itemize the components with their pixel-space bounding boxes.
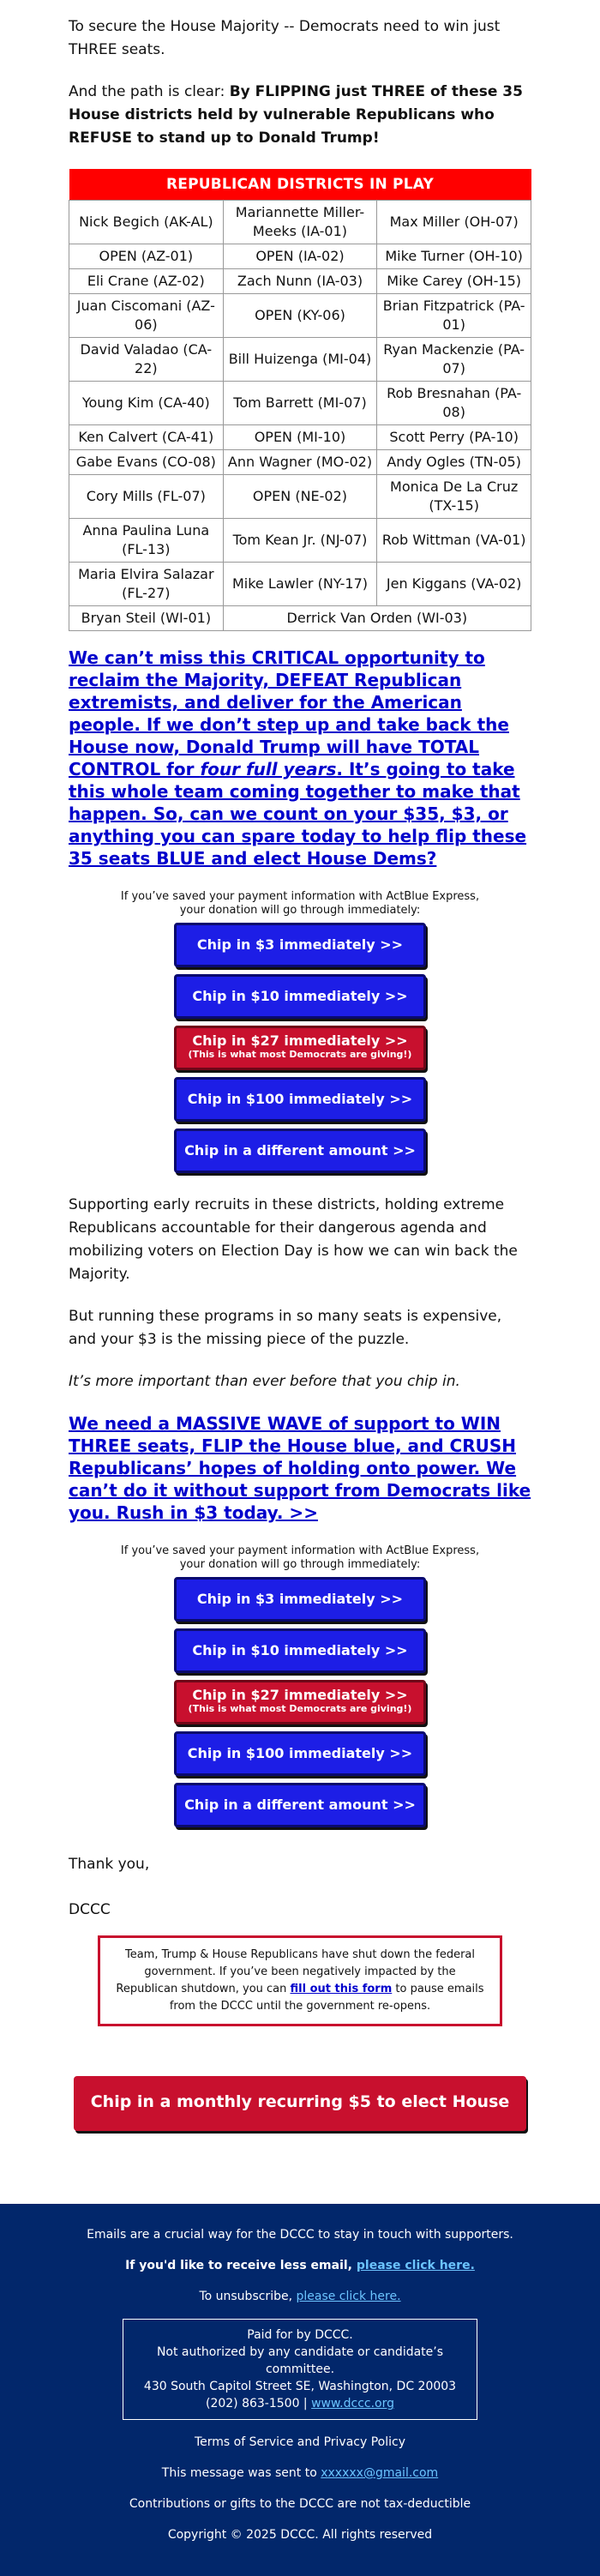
saved-payment-note: [69, 890, 531, 918]
chip-100-button[interactable]: Chip in $100 immediately >>: [174, 1731, 426, 1776]
thanks-text: Thank you,: [69, 1856, 150, 1873]
district-cell: OPEN (AZ-01): [69, 244, 224, 269]
paid-line-3: 430 South Capitol Street SE, Washington, DC 20003: [143, 2380, 457, 2393]
district-cell: OPEN (KY-06): [223, 294, 377, 338]
districts-table: [69, 169, 531, 631]
district-cell: Eli Crane (AZ-02): [69, 269, 224, 294]
district-cell: Juan Ciscomani (AZ-06): [69, 294, 224, 338]
chip-10-button[interactable]: Chip in $10 immediately >>: [174, 1628, 426, 1673]
chip-100-button[interactable]: Chip in $100 immediately >>: [174, 1077, 426, 1122]
chip-10-button[interactable]: Chip in $10 immediately >>: [174, 974, 426, 1019]
district-cell: Mariannette Miller-Meeks (IA-01): [223, 201, 377, 244]
shutdown-notice: [98, 1935, 502, 2026]
unsubscribe-link[interactable]: please click here.: [296, 2290, 401, 2303]
intro-paragraph-1: To secure the House Majority -- Democrats need to win just THREE seats.: [69, 18, 501, 58]
district-cell: Zach Nunn (IA-03): [223, 269, 377, 294]
paid-line-1: Paid for by DCCC.: [247, 2328, 353, 2342]
district-cell: Mike Lawler (NY-17): [223, 563, 377, 606]
district-cell: Tom Barrett (MI-07): [223, 382, 377, 425]
district-cell: OPEN (NE-02): [223, 475, 377, 519]
less-email-link[interactable]: please click here.: [356, 2259, 475, 2272]
phone-number: (202) 863-1500: [205, 2397, 300, 2410]
chip-other-amount-button[interactable]: Chip in a different amount >>: [174, 1129, 426, 1173]
district-cell: Max Miller (OH-07): [377, 201, 531, 244]
district-cell: Monica De La Cruz (TX-15): [377, 475, 531, 519]
email-body: [69, 0, 531, 2163]
notice-text-2: to pause emails from the DCCC until the government re-opens.: [169, 1983, 484, 2013]
table-row: [69, 450, 531, 475]
dccc-website-link[interactable]: www.dccc.org: [311, 2397, 395, 2410]
saved-line-1: If you’ve saved your payment information with ActBlue Express,: [120, 1544, 480, 1557]
table-row: [69, 294, 531, 338]
callout1-part2[interactable]: . It’s going to take this whole team coming together to make that happen. So, can we count on your $35, $3, or anything you can spare today to help flip these 35 seats BLUE and elect House Dems?: [69, 759, 527, 869]
less-email-lead: If you'd like to receive less email,: [125, 2259, 357, 2272]
district-cell: Tom Kean Jr. (NJ-07): [223, 519, 377, 563]
table-row: [69, 563, 531, 606]
district-cell: Gabe Evans (CO-08): [69, 450, 224, 475]
district-cell: Cory Mills (FL-07): [69, 475, 224, 519]
district-cell: Ken Calvert (CA-41): [69, 425, 224, 450]
chip-27-sublabel[interactable]: (This is what most Democrats are giving!): [188, 1703, 412, 1714]
sent-to-line: [0, 2465, 600, 2482]
footer: [0, 2204, 600, 2576]
saved-line-2: your donation will go through immediately:: [179, 904, 421, 917]
district-cell: David Valadao (CA-22): [69, 338, 224, 382]
district-cell: Andy Ogles (TN-05): [377, 450, 531, 475]
table-row: [69, 519, 531, 563]
chip-3-button[interactable]: Chip in $3 immediately >>: [174, 923, 426, 967]
saved-payment-note-2: [69, 1544, 531, 1572]
table-row: [69, 338, 531, 382]
district-cell: Mike Carey (OH-15): [377, 269, 531, 294]
intro-bold: By FLIPPING just THREE of these 35 House districts held by vulnerable Republicans who REFUSE to stand up to Donald Trump!: [69, 83, 523, 147]
district-cell: OPEN (MI-10): [223, 425, 377, 450]
table-row: [69, 606, 531, 631]
chip-27-button[interactable]: [174, 1680, 426, 1724]
district-cell: Maria Elvira Salazar (FL-27): [69, 563, 224, 606]
table-row: [69, 244, 531, 269]
saved-line-2: your donation will go through immediately:: [179, 1558, 421, 1571]
table-row: [69, 382, 531, 425]
table-row: [69, 425, 531, 450]
middle-paragraph-3: It’s more important than ever before that you chip in.: [69, 1373, 460, 1390]
monthly-donation-button[interactable]: Chip in a monthly recurring $5 to elect House Dems >>: [74, 2076, 526, 2131]
recipient-email-link[interactable]: xxxxxx@gmail.com: [321, 2466, 439, 2480]
district-cell: Mike Turner (OH-10): [377, 244, 531, 269]
copyright: Copyright © 2025 DCCC. All rights reserved: [167, 2528, 433, 2542]
tax-note: Contributions or gifts to the DCCC are not tax-deductible: [129, 2497, 471, 2511]
unsubscribe-line: [0, 2288, 600, 2305]
chip-other-amount-button[interactable]: Chip in a different amount >>: [174, 1783, 426, 1827]
table-header: REPUBLICAN DISTRICTS IN PLAY: [69, 169, 531, 201]
table-row: [69, 269, 531, 294]
donate-block-2: [69, 1577, 531, 1827]
tos-link[interactable]: Terms of Service and Privacy Policy: [194, 2435, 405, 2449]
district-cell: Ryan Mackenzie (PA-07): [377, 338, 531, 382]
district-cell: OPEN (IA-02): [223, 244, 377, 269]
district-cell: Bryan Steil (WI-01): [69, 606, 224, 631]
signature: DCCC: [69, 1901, 111, 1918]
chip-27-label[interactable]: Chip in $27 immediately >>: [192, 1032, 408, 1049]
district-cell: Nick Begich (AK-AL): [69, 201, 224, 244]
district-cell: Derrick Van Orden (WI-03): [223, 606, 531, 631]
district-cell: Bill Huizenga (MI-04): [223, 338, 377, 382]
chip-27-label[interactable]: Chip in $27 immediately >>: [192, 1687, 408, 1703]
notice-text-1: Team, Trump & House Republicans have shut down the federal government. If you’ve been negatively impacted by the Republican shutdown, you can: [116, 1948, 476, 1995]
intro-lead: And the path is clear:: [69, 83, 230, 100]
callout1-part1[interactable]: We can’t miss this CRITICAL opportunity to reclaim the Majority, DEFEAT Republican extremists, and deliver for the American people. If we don’t step up and take back the House now, Donald Trump will have TOTAL CONTROL for: [69, 647, 509, 779]
district-cell: Anna Paulina Luna (FL-13): [69, 519, 224, 563]
separator: |: [299, 2397, 312, 2410]
district-cell: Jen Kiggans (VA-02): [377, 563, 531, 606]
table-row: [69, 475, 531, 519]
district-cell: Ann Wagner (MO-02): [223, 450, 377, 475]
paid-for-box: [123, 2319, 477, 2420]
callout-link-1[interactable]: [69, 647, 531, 870]
donate-block-1: [69, 923, 531, 1173]
chip-3-button[interactable]: Chip in $3 immediately >>: [174, 1577, 426, 1622]
fill-form-link[interactable]: fill out this form: [290, 1983, 393, 1995]
middle-paragraph-1: Supporting early recruits in these districts, holding extreme Republicans accountable for their dangerous agenda and mobilizing voters on Election Day is how we can win back the Majority.: [69, 1196, 518, 1283]
footer-email-note: Emails are a crucial way for the DCCC to stay in touch with supporters.: [87, 2228, 513, 2242]
sent-to-lead: This message was sent to: [161, 2466, 321, 2480]
district-cell: Rob Wittman (VA-01): [377, 519, 531, 563]
less-email-line: [0, 2257, 600, 2274]
paid-line-2: Not authorized by any candidate or candidate’s committee.: [156, 2345, 444, 2376]
chip-27-button[interactable]: [174, 1026, 426, 1070]
district-cell: Rob Bresnahan (PA-08): [377, 382, 531, 425]
middle-paragraph-2: But running these programs in so many seats is expensive, and your $3 is the missing piece of the puzzle.: [69, 1308, 502, 1348]
paid-line-4: [129, 2395, 471, 2412]
callout1-italic[interactable]: four full years: [200, 759, 337, 779]
district-cell: Brian Fitzpatrick (PA-01): [377, 294, 531, 338]
callout-link-2[interactable]: We need a MASSIVE WAVE of support to WIN THREE seats, FLIP the House blue, and CRUSH Republicans’ hopes of holding onto power. We can’t do it without support from Democrats like you. Rush in $3 today. >>: [69, 1413, 531, 1523]
table-body: [69, 201, 531, 631]
saved-line-1: If you’ve saved your payment information with ActBlue Express,: [120, 890, 480, 903]
chip-27-sublabel[interactable]: (This is what most Democrats are giving!): [188, 1049, 412, 1060]
district-cell: Scott Perry (PA-10): [377, 425, 531, 450]
unsubscribe-lead: To unsubscribe,: [199, 2290, 297, 2303]
district-cell: Young Kim (CA-40): [69, 382, 224, 425]
intro-paragraph-2: [69, 81, 531, 150]
table-row: [69, 201, 531, 244]
